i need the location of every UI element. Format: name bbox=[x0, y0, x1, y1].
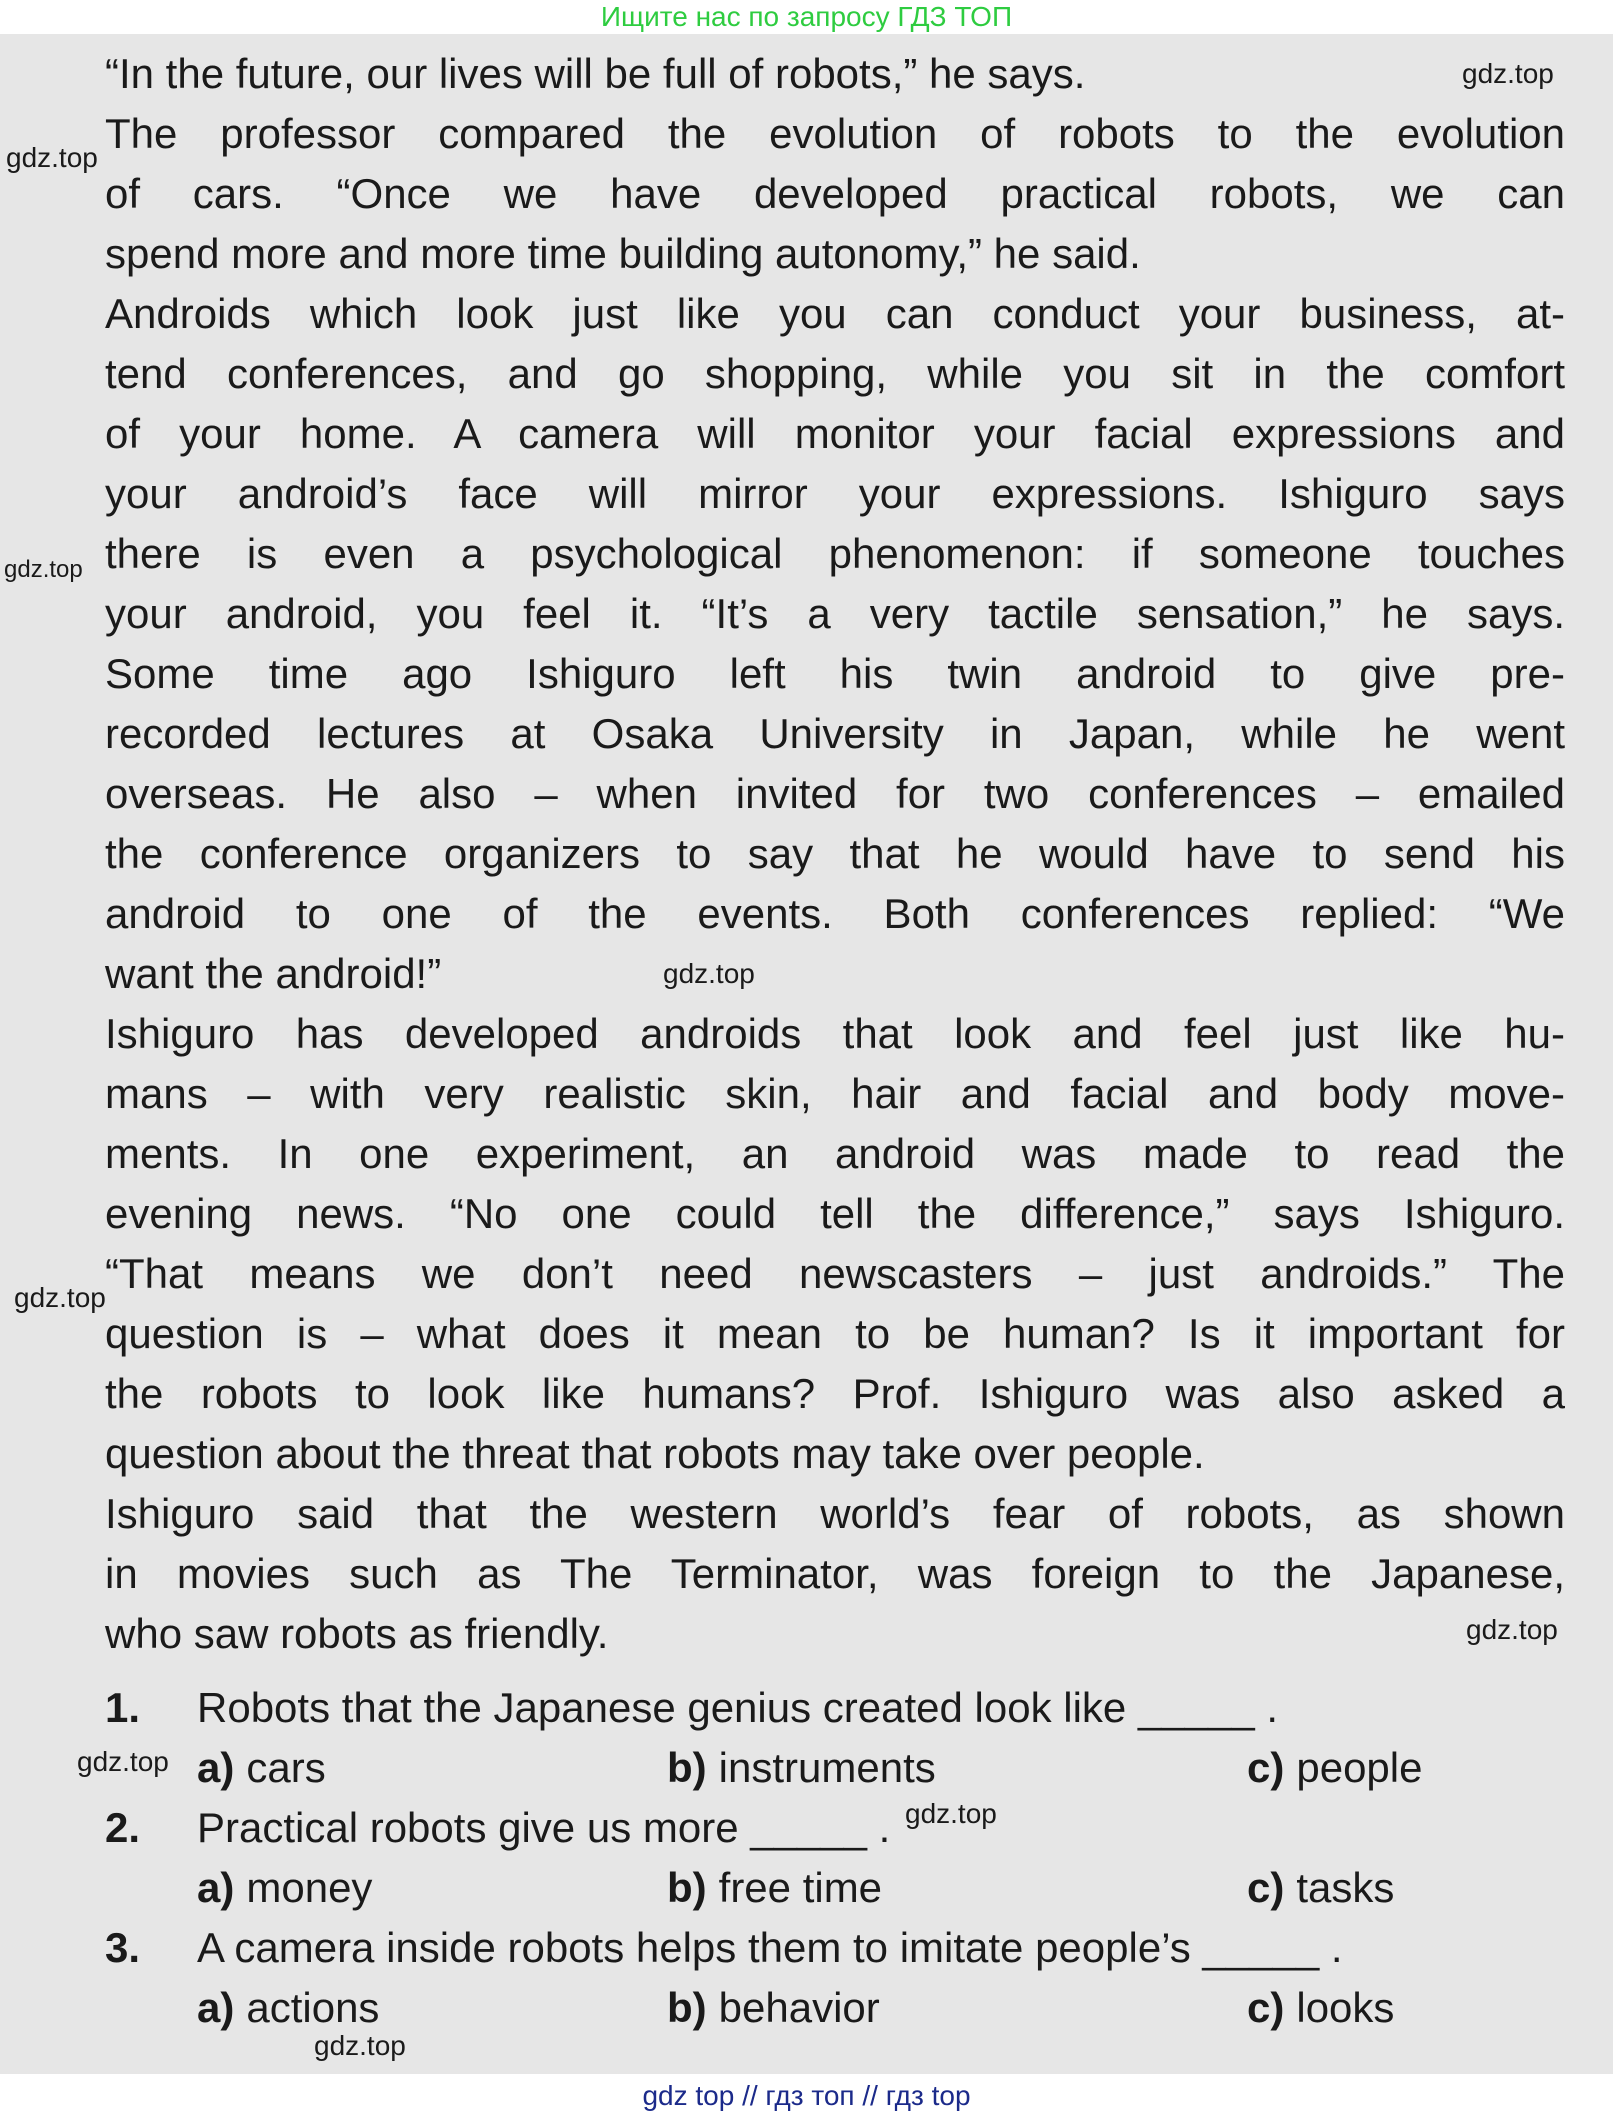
watermark: gdz.top bbox=[1466, 1614, 1558, 1645]
watermark: gdz.top bbox=[6, 142, 98, 173]
answer-option[interactable] bbox=[1247, 1738, 1422, 1798]
bottom-banner: gdz top // гдз топ // гдз top bbox=[0, 2074, 1613, 2118]
option-letter: c) bbox=[1247, 1744, 1285, 1791]
option-text: actions bbox=[246, 1984, 380, 2031]
text-line: “In the future, our lives will be full of robots,” he says. bbox=[105, 50, 1086, 97]
option-letter: b) bbox=[667, 1984, 707, 2031]
watermark: gdz.top bbox=[4, 556, 83, 583]
question-text: A camera inside robots helps them to imitate people’s _____ . bbox=[197, 1924, 1343, 1971]
watermark: gdz.top bbox=[314, 2030, 406, 2061]
watermark: gdz.top bbox=[905, 1798, 997, 1829]
answer-option[interactable] bbox=[667, 1858, 882, 1918]
text-line: your android’s face will mirror your expressions. Ishiguro says bbox=[105, 470, 1565, 517]
article-text bbox=[105, 44, 1565, 1664]
question-number: 2. bbox=[105, 1804, 141, 1851]
questions-list bbox=[105, 1678, 1565, 2038]
text-line: who saw robots as friendly. bbox=[105, 1610, 609, 1657]
question-text: Practical robots give us more _____ . bbox=[197, 1804, 891, 1851]
question-text: Robots that the Japanese genius created look like _____ . bbox=[197, 1684, 1279, 1731]
question-number: 1. bbox=[105, 1684, 141, 1731]
text-line: tend conferences, and go shopping, while you sit in the comfort bbox=[105, 350, 1565, 397]
answer-option[interactable] bbox=[1247, 1858, 1394, 1918]
options-row bbox=[105, 1738, 1565, 1798]
text-line: mans – with very realistic skin, hair and facial and body move- bbox=[105, 1070, 1565, 1117]
option-letter: b) bbox=[667, 1744, 707, 1791]
text-line: of your home. A camera will monitor your facial expressions and bbox=[105, 410, 1565, 457]
text-line: the conference organizers to say that he would have to send his bbox=[105, 830, 1565, 877]
question-row bbox=[105, 1918, 1565, 1978]
answer-option[interactable] bbox=[197, 1978, 379, 2038]
option-text: money bbox=[246, 1864, 373, 1911]
watermark: gdz.top bbox=[77, 1746, 169, 1777]
text-line: recorded lectures at Osaka University in Japan, while he went bbox=[105, 710, 1565, 757]
option-letter: c) bbox=[1247, 1984, 1285, 2031]
option-text: cars bbox=[246, 1744, 326, 1791]
answer-option[interactable] bbox=[1247, 1978, 1394, 2038]
options-row bbox=[105, 1978, 1565, 2038]
watermark: gdz.top bbox=[1462, 58, 1554, 89]
text-line: of cars. “Once we have developed practical robots, we can bbox=[105, 170, 1565, 217]
option-text: instruments bbox=[718, 1744, 936, 1791]
text-line: in movies such as The Terminator, was foreign to the Japanese, bbox=[105, 1550, 1565, 1597]
text-line: “That means we don’t need newscasters – just androids.” The bbox=[105, 1250, 1565, 1297]
option-text: people bbox=[1296, 1744, 1423, 1791]
option-text: behavior bbox=[718, 1984, 880, 2031]
text-line: Some time ago Ishiguro left his twin android to give pre- bbox=[105, 650, 1565, 697]
watermark: gdz.top bbox=[14, 1282, 106, 1313]
text-line: question about the threat that robots may take over people. bbox=[105, 1430, 1205, 1477]
question-row bbox=[105, 1798, 1565, 1858]
text-line: spend more and more time building autonomy,” he said. bbox=[105, 230, 1141, 277]
text-line: Ishiguro has developed androids that look and feel just like hu- bbox=[105, 1010, 1565, 1057]
text-line: Ishiguro said that the western world’s fear of robots, as shown bbox=[105, 1490, 1565, 1537]
answer-option[interactable] bbox=[197, 1858, 372, 1918]
text-line: there is even a psychological phenomenon: if someone touches bbox=[105, 530, 1565, 577]
text-line: evening news. “No one could tell the difference,” says Ishiguro. bbox=[105, 1190, 1565, 1237]
text-line: question is – what does it mean to be human? Is it important for bbox=[105, 1310, 1565, 1357]
option-letter: a) bbox=[197, 1984, 235, 2031]
text-line: overseas. He also – when invited for two conferences – emailed bbox=[105, 770, 1565, 817]
text-line: Androids which look just like you can conduct your business, at- bbox=[105, 290, 1565, 337]
options-row bbox=[105, 1858, 1565, 1918]
option-text: free time bbox=[718, 1864, 883, 1911]
text-line: your android, you feel it. “It’s a very tactile sensation,” he says. bbox=[105, 590, 1565, 637]
text-line: The professor compared the evolution of robots to the evolution bbox=[105, 110, 1565, 157]
text-line: android to one of the events. Both conferences replied: “We bbox=[105, 890, 1565, 937]
watermark: gdz.top bbox=[663, 958, 755, 989]
option-letter: c) bbox=[1247, 1864, 1285, 1911]
option-letter: a) bbox=[197, 1864, 235, 1911]
question-number: 3. bbox=[105, 1924, 141, 1971]
top-banner: Ищите нас по запросу ГДЗ ТОП bbox=[0, 0, 1613, 34]
option-letter: b) bbox=[667, 1864, 707, 1911]
option-text: tasks bbox=[1296, 1864, 1395, 1911]
text-line: want the android!” bbox=[105, 950, 442, 997]
text-line: ments. In one experiment, an android was made to read the bbox=[105, 1130, 1565, 1177]
answer-option[interactable] bbox=[667, 1738, 936, 1798]
option-text: looks bbox=[1296, 1984, 1395, 2031]
answer-option[interactable] bbox=[667, 1978, 880, 2038]
option-letter: a) bbox=[197, 1744, 235, 1791]
answer-option[interactable] bbox=[197, 1738, 326, 1798]
text-line: the robots to look like humans? Prof. Ishiguro was also asked a bbox=[105, 1370, 1565, 1417]
question-row bbox=[105, 1678, 1565, 1738]
